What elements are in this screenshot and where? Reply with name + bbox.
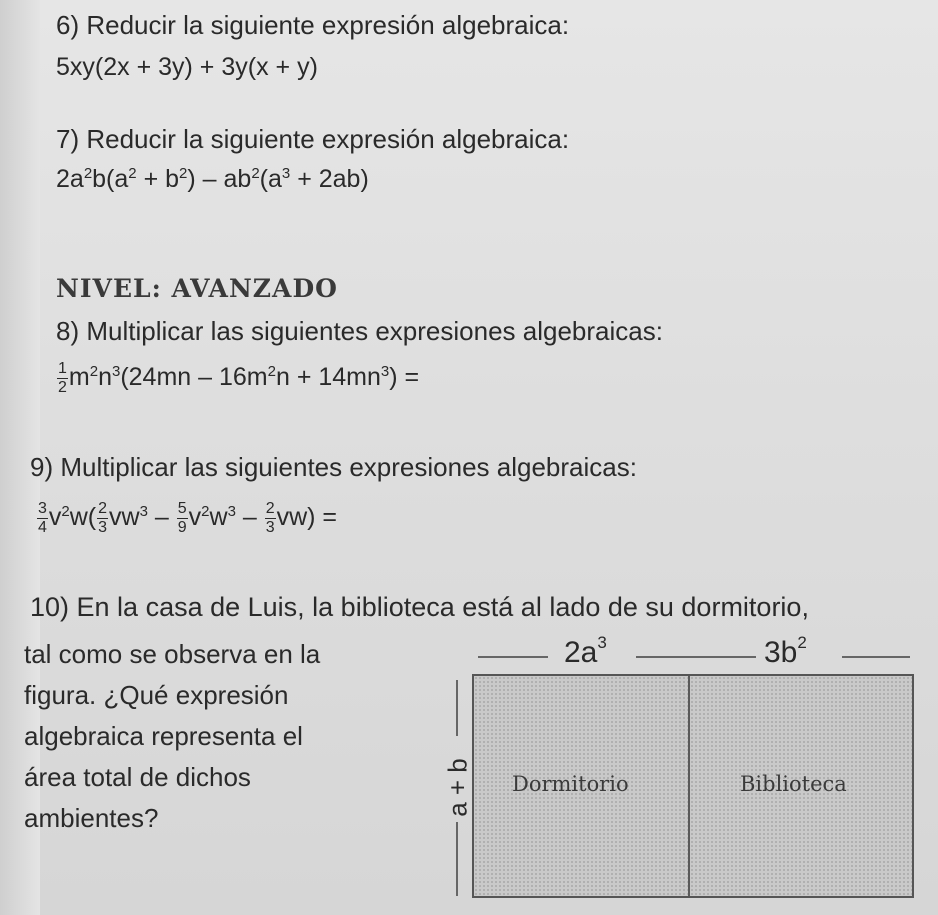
width-left-label: $2a^3$	[564, 633, 607, 669]
q9-title: 9) Multiplicar las siguientes expresiones algebraicas:	[30, 452, 637, 482]
side-dimension-line-bottom	[456, 822, 458, 896]
bedroom-label: Dormitorio	[512, 772, 629, 796]
top-right-dimension-line	[842, 656, 910, 658]
q10-line: ambientes?	[24, 803, 159, 833]
q9-fraction-3: $\frac{5}{9}$	[177, 500, 187, 536]
top-middle-dimension-line	[636, 656, 756, 658]
width-right-label: $3b^2$	[764, 633, 807, 669]
side-dimension-line-top	[456, 680, 458, 736]
q9-fraction-4: $\frac{2}{3}$	[265, 500, 275, 536]
q9-fraction-1: $\frac{3}{4}$	[38, 500, 47, 536]
q6-title: 6) Reducir la siguiente expresión algebraica:	[56, 10, 570, 40]
q8-title: 8) Multiplicar las siguientes expresiones algebraicas:	[56, 316, 663, 346]
q8-fraction: $\frac{1}{2}$	[58, 360, 67, 396]
level-heading: NIVEL: AVANZADO	[56, 274, 338, 303]
q10-first-line: 10) En la casa de Luis, la biblioteca está al lado de su dormitorio,	[30, 592, 809, 622]
q10-line: figura. ¿Qué expresión	[24, 680, 289, 710]
room-divider-wall	[688, 676, 690, 896]
q10-line: área total de dichos	[24, 762, 251, 792]
q10-line: algebraica representa el	[24, 721, 303, 751]
q10-text	[24, 634, 320, 839]
library-label: Biblioteca	[740, 772, 847, 796]
q10-line: tal como se observa en la	[24, 639, 321, 669]
q7-expression: $2a^2b(a^2 + b^2) - ab^2(a^3 + 2ab)$	[56, 165, 369, 193]
top-left-dimension-line	[478, 656, 548, 658]
q6-expression: 5xy(2x + 3y) + 3y(x + y)	[56, 53, 318, 81]
q9-expression: $\frac{3}{4}$ $v^2w$( $\frac{2}{3}$ $vw^3$ – $\frac{5}{9}$ $v^2w^3$ – $\frac{2}{3}$ vw) =	[38, 500, 338, 536]
q8-expression: $\frac{1}{2}$ $m^2n^3(24mn - 16m^2n + 14mn^3)$ =	[58, 360, 420, 396]
q9-fraction-2: $\frac{2}{3}$	[98, 500, 108, 536]
q7-title: 7) Reducir la siguiente expresión algebraica:	[56, 124, 570, 154]
height-label: a + b	[442, 758, 473, 817]
